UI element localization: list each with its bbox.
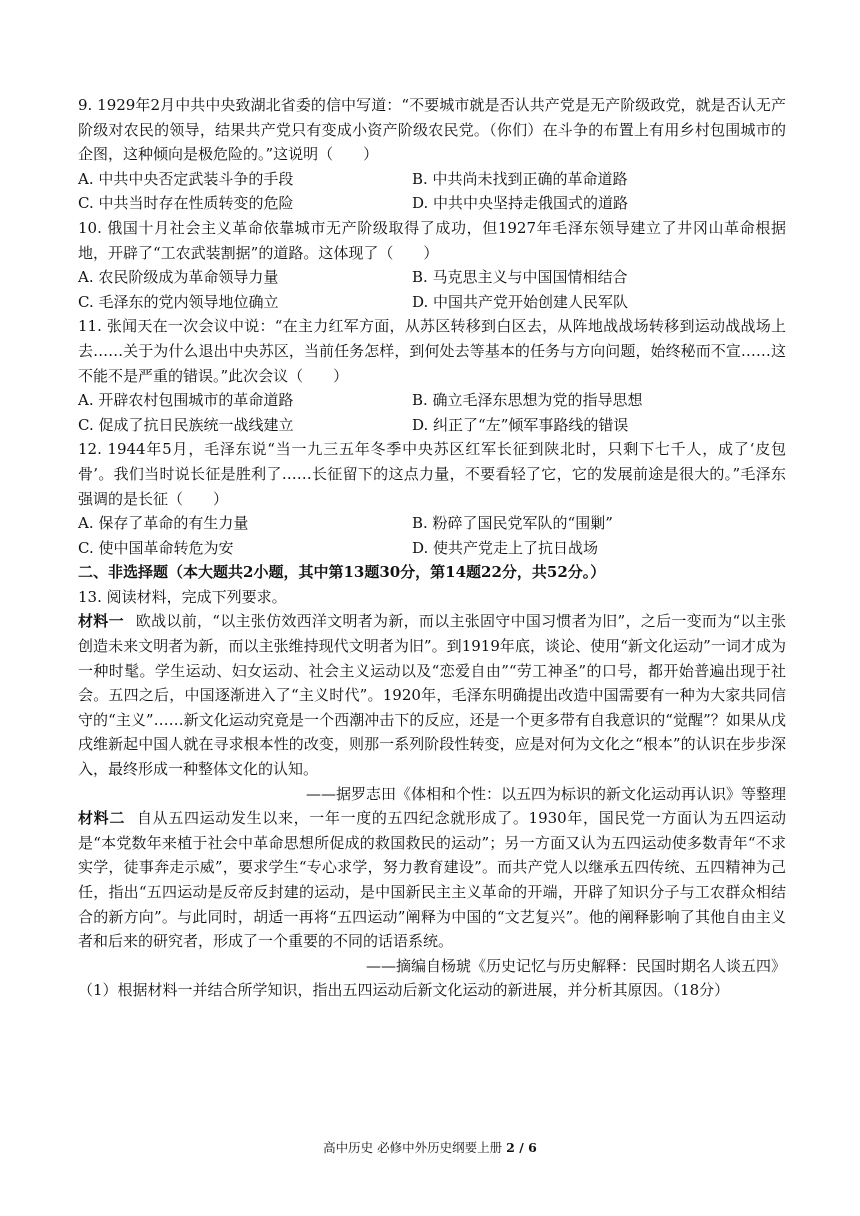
option-b[interactable]: B. 马克思主义与中国国情相结合 [412, 268, 628, 287]
material-1-text: 欧战以前，“以主张仿效西洋文明者为新，而以主张固守中国习惯者为旧”，之后一变而为“以主张创造未来文明者为新，而以主张维持现代文明者为旧”。到1919年底，谈论、使用“新文化运动”一词才成为一种时髦。学生运动、妇女运动、社会主义运动以及“恋爱自由”“劳工神圣”的口号，都开始普遍出现于社会。五四之后，中国逐渐进入了“主义时代”。1920年，毛泽东明确提出改造中国需要有一种为大家共同信守的“主义”……新文化运动究竟是一个西潮冲击下的反应，还是一个更多带有自我意识的“觉醒”？如果从戊戌维新起中国人就在寻求根本性的改变，则那一系列阶段性转变，应是对何为文化之“根本”的认识在步步深入，最终形成一种整体文化的认知。 [78, 612, 786, 779]
option-d[interactable]: D. 中共中央坚持走俄国式的道路 [412, 194, 629, 213]
option-b[interactable]: B. 确立毛泽东思想为党的指导思想 [412, 391, 643, 410]
question-12-options-row-2 [78, 536, 786, 561]
question-13-stem: 13. 阅读材料，完成下列要求。 [78, 587, 287, 606]
option-d[interactable]: D. 中国共产党开始创建人民军队 [412, 292, 629, 311]
footer-text: 高中历史 必修中外历史纲要上册 [323, 1140, 503, 1155]
material-2-label: 材料二 [78, 809, 125, 828]
option-a[interactable]: A. 农民阶级成为革命领导力量 [78, 268, 279, 287]
material-2-text: 自从五四运动发生以来，一年一度的五四纪念就形成了。1930年，国民党一方面认为五四运动是“本党数年来植于社会中革命思想所促成的救国救民的运动”；另一方面又认为五四运动使多数青年“不求实学，徒事奔走示威”，要求学生“专心求学，努力教育建设”。而共产党人以继承五四传统、五四精神为己任，指出“五四运动是反帝反封建的运动，是中国新民主主义革命的开端，开辟了知识分子与工农群众相结合的新方向”。与此同时，胡适一再将“五四运动”阐释为中国的“文艺复兴”。他的阐释影响了其他自由主义者和后来的研究者，形成了一个重要的不同的话语系统。 [78, 809, 786, 951]
option-d[interactable]: D. 纠正了“左”倾军事路线的错误 [412, 415, 629, 434]
option-d[interactable]: D. 使共产党走上了抗日战场 [412, 538, 599, 557]
option-a[interactable]: A. 开辟农村包围城市的革命道路 [78, 391, 294, 410]
page-number: 2 / 6 [506, 1140, 537, 1155]
page-content [78, 93, 786, 1003]
question-11-stem: 11. 张闻天在一次会议中说：“在主力红军方面，从苏区转移到白区去，从阵地战战场转移到运动战战场上去……关于为什么退出中央苏区，当前任务怎样，到何处去等基本的任务与方向问题，始终秘而不宣……这不能不是严重的错误。”此次会议（ ） [78, 317, 786, 385]
material-1 [78, 609, 786, 781]
question-12-stem: 12. 1944年5月，毛泽东说“当一九三五年冬季中央苏区红军长征到陕北时，只剩下七千人，成了‘皮包骨’。我们当时说长征是胜利了……长征留下的这点力量，不要看轻了它，它的发展前途是很大的。”毛泽东强调的是长征（ ） [78, 440, 786, 508]
question-10-stem: 10. 俄国十月社会主义革命依靠城市无产阶级取得了成功，但1927年毛泽东领导建立了井冈山革命根据地，开辟了“工农武装割据”的道路。这体现了（ ） [78, 218, 786, 262]
option-a[interactable]: A. 中共中央否定武装斗争的手段 [78, 169, 294, 188]
page-footer [0, 1139, 860, 1157]
question-10-options-row-1 [78, 265, 786, 290]
section-2-heading: 二、非选择题（本大题共2小题，其中第13题30分，第14题22分，共52分。） [78, 563, 606, 582]
material-2-source: ——摘编自杨琥《历史记忆与历史解释：民国时期名人谈五四》 [365, 956, 786, 975]
question-11-options-row-1 [78, 388, 786, 413]
option-c[interactable]: C. 促成了抗日民族统一战线建立 [78, 415, 294, 434]
material-1-source: ——据罗志田《体相和个性：以五四为标识的新文化运动再认识》等整理 [305, 784, 786, 803]
option-b[interactable]: B. 粉碎了国民党军队的“围剿” [412, 514, 613, 533]
material-2 [78, 806, 786, 954]
material-1-label: 材料一 [78, 612, 124, 631]
option-a[interactable]: A. 保存了革命的有生力量 [78, 514, 249, 533]
question-13-sub-1: （1）根据材料一并结合所学知识，指出五四运动后新文化运动的新进展，并分析其原因。（18分） [78, 981, 730, 1000]
option-c[interactable]: C. 毛泽东的党内领导地位确立 [78, 292, 279, 311]
question-11-options-row-2 [78, 413, 786, 438]
option-c[interactable]: C. 使中国革命转危为安 [78, 538, 234, 557]
question-9-options-row-1 [78, 167, 786, 192]
option-b[interactable]: B. 中共尚未找到正确的革命道路 [412, 169, 628, 188]
question-9-stem: 9. 1929年2月中共中央致湖北省委的信中写道：“不要城市就是否认共产党是无产阶级政党，就是否认无产阶级对农民的领导，结果共产党只有变成小资产阶级农民党。（你们）在斗争的布置上有用乡村包围城市的企图，这种倾向是极危险的。”这说明（ ） [78, 96, 786, 164]
question-9-options-row-2 [78, 191, 786, 216]
question-10-options-row-2 [78, 290, 786, 315]
question-12-options-row-1 [78, 511, 786, 536]
option-c[interactable]: C. 中共当时存在性质转变的危险 [78, 194, 294, 213]
